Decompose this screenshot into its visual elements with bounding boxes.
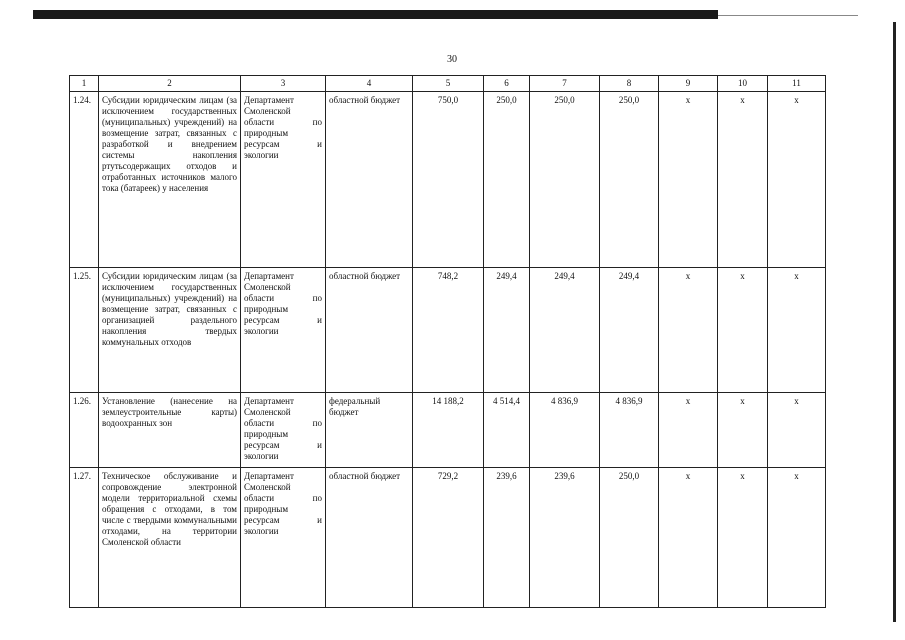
indicator-9: x <box>659 267 718 392</box>
col-header: 5 <box>413 76 484 92</box>
item-number: 1.24. <box>70 92 99 267</box>
executor: Департамент Смоленской области по природным ресурсам и экологии <box>241 392 326 467</box>
funding-year-2: 249,4 <box>530 267 600 392</box>
funding-source: федеральный бюджет <box>326 392 413 467</box>
col-header: 7 <box>530 76 600 92</box>
col-header: 1 <box>70 76 99 92</box>
col-header: 4 <box>326 76 413 92</box>
indicator-10: x <box>718 392 768 467</box>
funding-year-1: 249,4 <box>484 267 530 392</box>
funding-year-3: 250,0 <box>600 467 659 607</box>
col-header: 8 <box>600 76 659 92</box>
funding-year-2: 4 836,9 <box>530 392 600 467</box>
col-header: 6 <box>484 76 530 92</box>
indicator-10: x <box>718 467 768 607</box>
col-header: 11 <box>768 76 826 92</box>
column-number-row <box>70 76 826 92</box>
indicator-11: x <box>768 392 826 467</box>
executor: Департамент Смоленской области по природным ресурсам и экологии <box>241 267 326 392</box>
program-table <box>69 75 826 608</box>
indicator-9: x <box>659 392 718 467</box>
funding-year-2: 250,0 <box>530 92 600 267</box>
funding-total: 729,2 <box>413 467 484 607</box>
item-number: 1.26. <box>70 392 99 467</box>
measure-name: Субсидии юридическим лицам (за исключением государственных (муниципальных) учреждений) на возмещение затрат, связанных с организацией раздельного накопления твердых коммунальных отходов <box>99 267 241 392</box>
scan-right-edge <box>893 22 896 622</box>
funding-year-3: 4 836,9 <box>600 392 659 467</box>
indicator-9: x <box>659 92 718 267</box>
page-number: 30 <box>447 54 457 65</box>
funding-year-1: 4 514,4 <box>484 392 530 467</box>
indicator-10: x <box>718 92 768 267</box>
funding-year-3: 250,0 <box>600 92 659 267</box>
col-header: 10 <box>718 76 768 92</box>
scan-top-border-thin <box>718 15 858 16</box>
funding-total: 748,2 <box>413 267 484 392</box>
measure-name: Субсидии юридическим лицам (за исключением государственных (муниципальных) учреждений) на возмещение затрат, связанных с разработкой и внедрением системы накопления ртутьсодержащих отходов и отработанных источников малого тока (батареек) у населения <box>99 92 241 267</box>
table-row <box>70 267 826 392</box>
indicator-11: x <box>768 467 826 607</box>
funding-total: 750,0 <box>413 92 484 267</box>
funding-source: областной бюджет <box>326 92 413 267</box>
measure-name: Установление (нанесение на землеустроительные карты) водоохранных зон <box>99 392 241 467</box>
col-header: 3 <box>241 76 326 92</box>
executor: Департамент Смоленской области по природным ресурсам и экологии <box>241 92 326 267</box>
indicator-9: x <box>659 467 718 607</box>
funding-total: 14 188,2 <box>413 392 484 467</box>
item-number: 1.27. <box>70 467 99 607</box>
funding-year-2: 239,6 <box>530 467 600 607</box>
measure-name: Техническое обслуживание и сопровождение электронной модели территориальной схемы обращения с отходами, в том числе с твердыми коммунальными отходами, на территории Смоленской области <box>99 467 241 607</box>
item-number: 1.25. <box>70 267 99 392</box>
table-row <box>70 467 826 607</box>
table-row <box>70 392 826 467</box>
col-header: 2 <box>99 76 241 92</box>
indicator-11: x <box>768 92 826 267</box>
funding-year-1: 250,0 <box>484 92 530 267</box>
table-row <box>70 92 826 267</box>
funding-year-3: 249,4 <box>600 267 659 392</box>
funding-year-1: 239,6 <box>484 467 530 607</box>
col-header: 9 <box>659 76 718 92</box>
executor: Департамент Смоленской области по природным ресурсам и экологии <box>241 467 326 607</box>
scan-top-border <box>33 10 718 19</box>
indicator-10: x <box>718 267 768 392</box>
funding-source: областной бюджет <box>326 267 413 392</box>
funding-source: областной бюджет <box>326 467 413 607</box>
indicator-11: x <box>768 267 826 392</box>
